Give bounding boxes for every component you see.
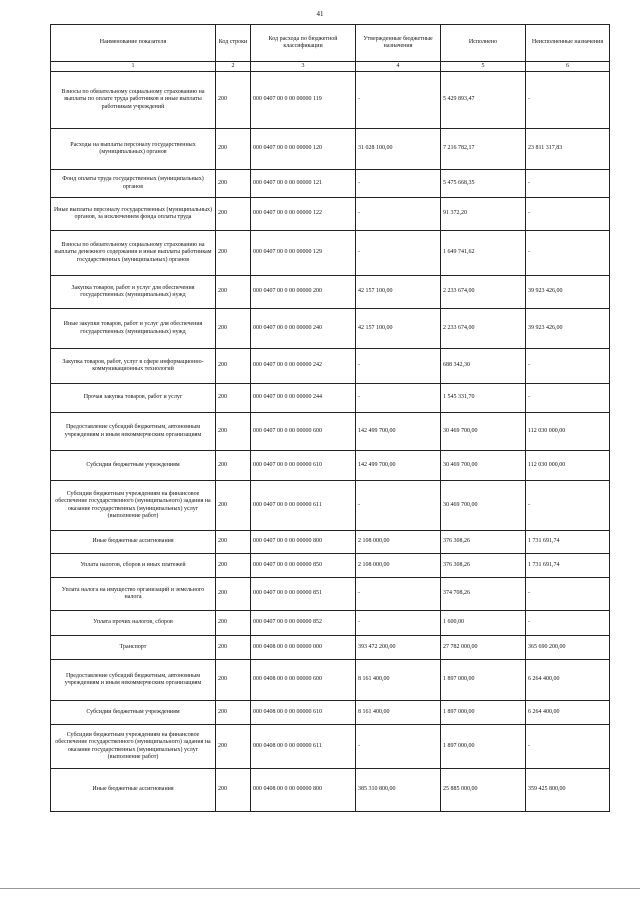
header-unexecuted: Неисполненные назначения	[526, 25, 610, 62]
row-line-code: 200	[216, 276, 251, 309]
row-unexecuted: 365 690 200,00	[526, 636, 610, 660]
row-indicator-name: Уплата налога на имущество организаций и земельного налога	[51, 578, 216, 611]
row-executed: 30 469 700,00	[441, 481, 526, 531]
row-expense-code: 000 0407 00 0 00 00000 129	[251, 231, 356, 276]
row-executed: 1 545 331,70	[441, 384, 526, 413]
table-row	[51, 481, 610, 531]
row-unexecuted: 112 030 000,00	[526, 451, 610, 481]
table-row	[51, 769, 610, 812]
row-indicator-name: Фонд оплаты труда государственных (муниципальных) органов	[51, 170, 216, 198]
row-executed: 1 649 741,62	[441, 231, 526, 276]
row-approved: -	[356, 231, 441, 276]
row-line-code: 200	[216, 349, 251, 384]
row-executed: 27 782 000,00	[441, 636, 526, 660]
row-expense-code: 000 0407 00 0 00 00000 611	[251, 481, 356, 531]
table-row	[51, 636, 610, 660]
table-row	[51, 451, 610, 481]
row-indicator-name: Взносы по обязательному социальному страхованию на выплаты денежного содержания и иные выплаты работникам государственных (муниципальных) органов	[51, 231, 216, 276]
row-expense-code: 000 0407 00 0 00 00000 851	[251, 578, 356, 611]
row-unexecuted: 23 811 317,83	[526, 129, 610, 170]
row-unexecuted: -	[526, 384, 610, 413]
row-unexecuted: 1 731 691,74	[526, 531, 610, 554]
row-approved: 8 161 400,00	[356, 660, 441, 701]
row-approved: -	[356, 384, 441, 413]
table-row	[51, 531, 610, 554]
row-line-code: 200	[216, 384, 251, 413]
column-number: 1	[51, 62, 216, 72]
row-executed: 25 885 000,00	[441, 769, 526, 812]
row-line-code: 200	[216, 231, 251, 276]
row-expense-code: 000 0407 00 0 00 00000 850	[251, 554, 356, 578]
row-approved: 393 472 200,00	[356, 636, 441, 660]
row-executed: 2 233 674,00	[441, 276, 526, 309]
row-indicator-name: Расходы на выплаты персоналу государственных (муниципальных) органов	[51, 129, 216, 170]
row-unexecuted: -	[526, 72, 610, 129]
table-body	[51, 72, 610, 812]
table-row	[51, 309, 610, 349]
row-expense-code: 000 0407 00 0 00 00000 200	[251, 276, 356, 309]
row-approved: 385 310 800,00	[356, 769, 441, 812]
row-line-code: 200	[216, 481, 251, 531]
row-indicator-name: Субсидии бюджетным учреждениям	[51, 701, 216, 725]
row-expense-code: 000 0407 00 0 00 00000 800	[251, 531, 356, 554]
row-approved: 2 108 000,00	[356, 554, 441, 578]
table-row	[51, 554, 610, 578]
row-expense-code: 000 0407 00 0 00 00000 242	[251, 349, 356, 384]
row-expense-code: 000 0407 00 0 00 00000 121	[251, 170, 356, 198]
row-approved: 8 161 400,00	[356, 701, 441, 725]
row-expense-code: 000 0407 00 0 00 00000 244	[251, 384, 356, 413]
row-approved: 142 499 700,00	[356, 451, 441, 481]
page-number: 41	[316, 10, 324, 18]
table-row	[51, 578, 610, 611]
row-indicator-name: Субсидии бюджетным учреждениям на финансовое обеспечение государственного (муниципального) задания на оказание государственных (муниципальных) услуг (выполнение работ)	[51, 481, 216, 531]
row-indicator-name: Субсидии бюджетным учреждениям	[51, 451, 216, 481]
row-line-code: 200	[216, 554, 251, 578]
row-approved: -	[356, 611, 441, 636]
row-unexecuted: -	[526, 725, 610, 769]
row-line-code: 200	[216, 636, 251, 660]
column-number: 2	[216, 62, 251, 72]
row-approved: 42 157 100,00	[356, 276, 441, 309]
row-expense-code: 000 0407 00 0 00 00000 852	[251, 611, 356, 636]
row-executed: 1 897 000,00	[441, 660, 526, 701]
row-approved: 142 499 700,00	[356, 413, 441, 451]
row-executed: 374 708,26	[441, 578, 526, 611]
column-number: 6	[526, 62, 610, 72]
row-unexecuted: -	[526, 481, 610, 531]
row-approved: 2 108 000,00	[356, 531, 441, 554]
row-executed: 30 469 700,00	[441, 451, 526, 481]
row-expense-code: 000 0407 00 0 00 00000 122	[251, 198, 356, 231]
row-line-code: 200	[216, 531, 251, 554]
row-executed: 376 308,26	[441, 554, 526, 578]
row-line-code: 200	[216, 578, 251, 611]
row-line-code: 200	[216, 413, 251, 451]
row-indicator-name: Субсидии бюджетным учреждениям на финансовое обеспечение государственного (муниципального) задания на оказание государственных (муниципальных) услуг (выполнение работ)	[51, 725, 216, 769]
row-unexecuted: -	[526, 231, 610, 276]
row-indicator-name: Закупка товаров, работ и услуг для обеспечения государственных (муниципальных) нужд	[51, 276, 216, 309]
row-executed: 5 475 668,35	[441, 170, 526, 198]
row-approved: -	[356, 349, 441, 384]
budget-execution-table	[50, 24, 610, 812]
row-indicator-name: Прочая закупка товаров, работ и услуг	[51, 384, 216, 413]
header-executed: Исполнено	[441, 25, 526, 62]
row-expense-code: 000 0408 00 0 00 00000 610	[251, 701, 356, 725]
row-executed: 5 429 893,47	[441, 72, 526, 129]
row-executed: 1 897 000,00	[441, 701, 526, 725]
row-line-code: 200	[216, 72, 251, 129]
table-row	[51, 660, 610, 701]
row-indicator-name: Взносы по обязательному социальному страхованию на выплаты по оплате труда работников и иные выплаты работникам учреждений	[51, 72, 216, 129]
table-row	[51, 72, 610, 129]
row-approved: -	[356, 725, 441, 769]
row-unexecuted: 359 425 800,00	[526, 769, 610, 812]
row-indicator-name: Предоставление субсидий бюджетным, автономным учреждениям и иным некоммерческим организациям	[51, 413, 216, 451]
table-row	[51, 129, 610, 170]
row-line-code: 200	[216, 725, 251, 769]
header-indicator-name: Наименование показателя	[51, 25, 216, 62]
row-expense-code: 000 0408 00 0 00 00000 600	[251, 660, 356, 701]
table-row	[51, 611, 610, 636]
header-expense-code: Код расхода по бюджетной классификации	[251, 25, 356, 62]
row-executed: 1 600,00	[441, 611, 526, 636]
row-approved: -	[356, 170, 441, 198]
row-unexecuted: -	[526, 170, 610, 198]
row-indicator-name: Закупка товаров, работ, услуг в сфере информационно-коммуникационных технологий	[51, 349, 216, 384]
row-line-code: 200	[216, 701, 251, 725]
row-line-code: 200	[216, 309, 251, 349]
page-bottom-rule	[0, 888, 640, 889]
row-executed: 91 372,20	[441, 198, 526, 231]
row-approved: -	[356, 481, 441, 531]
row-executed: 7 216 782,17	[441, 129, 526, 170]
column-number-row	[51, 62, 610, 72]
table-row	[51, 276, 610, 309]
row-indicator-name: Транспорт	[51, 636, 216, 660]
table-row	[51, 231, 610, 276]
row-indicator-name: Уплата прочих налогов, сборов	[51, 611, 216, 636]
row-indicator-name: Иные бюджетные ассигнования	[51, 531, 216, 554]
row-unexecuted: -	[526, 349, 610, 384]
row-expense-code: 000 0408 00 0 00 00000 611	[251, 725, 356, 769]
row-approved: -	[356, 198, 441, 231]
row-unexecuted: 39 923 426,00	[526, 309, 610, 349]
row-unexecuted: -	[526, 198, 610, 231]
row-indicator-name: Уплата налогов, сборов и иных платежей	[51, 554, 216, 578]
row-line-code: 200	[216, 198, 251, 231]
row-executed: 30 469 700,00	[441, 413, 526, 451]
header-row	[51, 25, 610, 62]
row-unexecuted: -	[526, 578, 610, 611]
column-number: 5	[441, 62, 526, 72]
row-unexecuted: 6 264 400,00	[526, 660, 610, 701]
row-approved: -	[356, 578, 441, 611]
row-indicator-name: Иные выплаты персоналу государственных (муниципальных) органов, за исключением фонда оплаты труда	[51, 198, 216, 231]
row-expense-code: 000 0407 00 0 00 00000 600	[251, 413, 356, 451]
row-unexecuted: 1 731 691,74	[526, 554, 610, 578]
row-approved: -	[356, 72, 441, 129]
row-expense-code: 000 0408 00 0 00 00000 800	[251, 769, 356, 812]
table-row	[51, 198, 610, 231]
row-expense-code: 000 0407 00 0 00 00000 240	[251, 309, 356, 349]
table-row	[51, 384, 610, 413]
row-unexecuted: -	[526, 611, 610, 636]
row-line-code: 200	[216, 451, 251, 481]
row-executed: 688 342,30	[441, 349, 526, 384]
table-row	[51, 725, 610, 769]
row-line-code: 200	[216, 660, 251, 701]
row-executed: 2 233 674,00	[441, 309, 526, 349]
header-line-code: Код строки	[216, 25, 251, 62]
row-expense-code: 000 0407 00 0 00 00000 119	[251, 72, 356, 129]
row-indicator-name: Иные бюджетные ассигнования	[51, 769, 216, 812]
table-row	[51, 349, 610, 384]
table-row	[51, 701, 610, 725]
row-approved: 31 028 100,00	[356, 129, 441, 170]
row-expense-code: 000 0407 00 0 00 00000 120	[251, 129, 356, 170]
row-indicator-name: Предоставление субсидий бюджетным, автономным учреждениям и иным некоммерческим организациям	[51, 660, 216, 701]
row-executed: 1 897 000,00	[441, 725, 526, 769]
table-row	[51, 413, 610, 451]
row-approved: 42 157 100,00	[356, 309, 441, 349]
row-unexecuted: 112 030 000,00	[526, 413, 610, 451]
row-executed: 376 308,26	[441, 531, 526, 554]
row-expense-code: 000 0408 00 0 00 00000 000	[251, 636, 356, 660]
row-expense-code: 000 0407 00 0 00 00000 610	[251, 451, 356, 481]
row-line-code: 200	[216, 769, 251, 812]
column-number: 3	[251, 62, 356, 72]
row-unexecuted: 6 264 400,00	[526, 701, 610, 725]
row-line-code: 200	[216, 170, 251, 198]
row-line-code: 200	[216, 611, 251, 636]
row-line-code: 200	[216, 129, 251, 170]
header-approved: Утвержденные бюджетные назначения	[356, 25, 441, 62]
column-number: 4	[356, 62, 441, 72]
table-row	[51, 170, 610, 198]
row-indicator-name: Иные закупки товаров, работ и услуг для обеспечения государственных (муниципальных) нужд	[51, 309, 216, 349]
row-unexecuted: 39 923 426,00	[526, 276, 610, 309]
